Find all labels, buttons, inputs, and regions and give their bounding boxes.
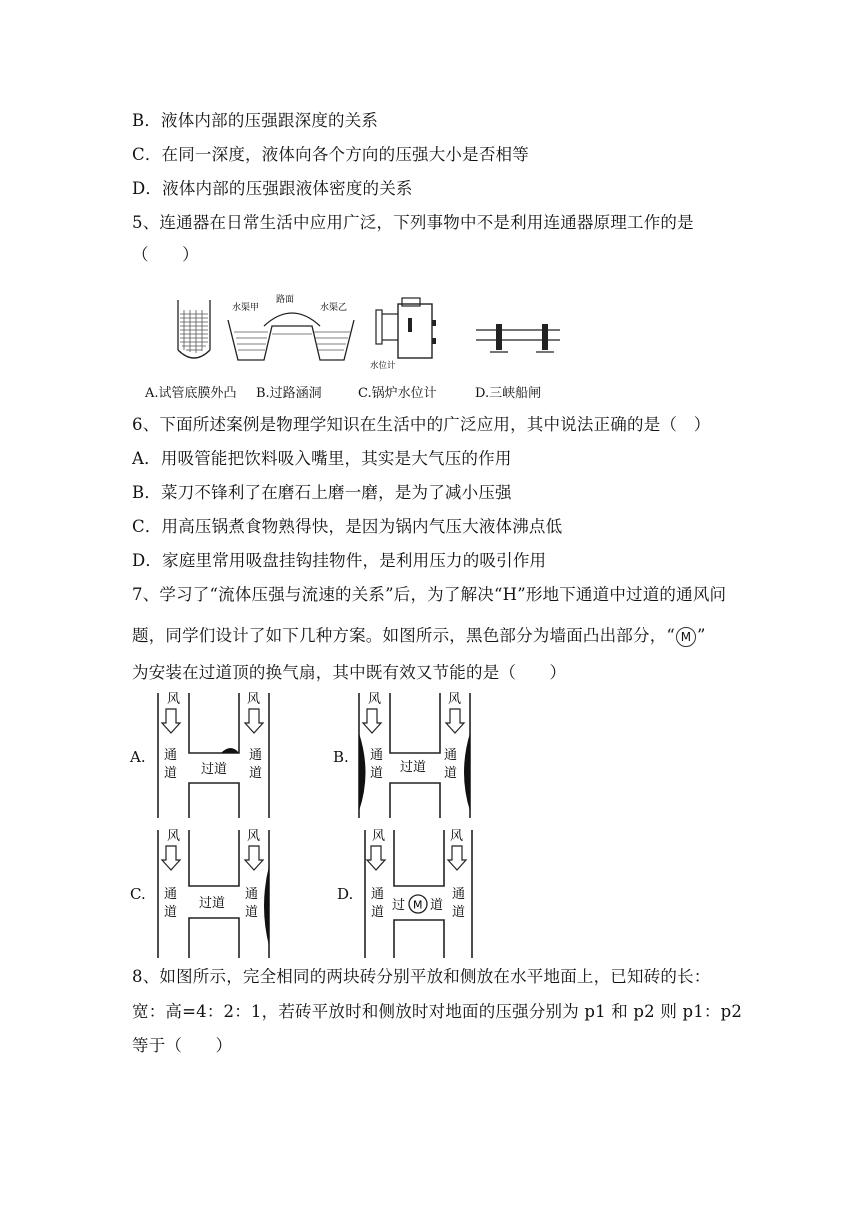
canal-b-label: 水渠乙 [320,303,348,313]
passage-label: 过道 [400,760,427,775]
q7-diagram-c [155,830,275,958]
wind-label-right: 风 [247,829,261,844]
q7-line1: 7、学习了“流体压强与流速的关系”后，为了解决“H”形地下通道中过道的通风问 [132,585,727,604]
q6-stem: 6、下面所述案例是物理学知识在生活中的广泛应用，其中说法正确的是（ ） [132,415,711,434]
wind-label-right: 风 [448,692,462,707]
channel-right-2: 道 [249,766,263,781]
road-label: 路面 [276,295,295,305]
q7-option-a-label: A. [130,748,146,766]
channel-right-2: 道 [444,766,458,781]
q4-option-d: D．液体内部的压强跟液体密度的关系 [132,179,413,198]
q7-line2-text: 题，同学们设计了如下几种方案。如图所示，黑色部分为墙面凸出部分，“ [132,626,676,645]
q4-option-c: C．在同一深度，液体向各个方向的压强大小是否相等 [132,145,529,164]
q6-option-c: C．用高压锅煮食物熟得快，是因为锅内气压大液体沸点低 [132,517,563,536]
channel-right-1: 通 [444,748,458,763]
wind-label-left: 风 [167,829,181,844]
q4-option-b: B．液体内部的压强跟深度的关系 [132,111,379,130]
passage-label: 过道 [201,762,228,777]
q7-option-b-label: B. [333,748,349,766]
channel-right-2: 道 [245,905,259,920]
q8-line1: 8、如图所示，完全相同的两块砖分别平放和侧放在水平地面上，已知砖的长： [132,967,711,986]
q7-line3: 为安装在过道顶的换气扇，其中既有效又节能的是（ ） [132,663,567,682]
channel-left-2: 道 [164,766,178,781]
q5-stem: 5、连通器在日常生活中应用广泛，下列事物中不是利用连通器原理工作的是 [132,213,694,232]
q5-caption-c: C.锅炉水位计 [358,386,437,401]
q5-paren: （ ） [132,245,199,264]
q7-diagram-a [155,693,275,818]
channel-left-1: 通 [370,748,384,763]
q6-option-d: D．家庭里常用吸盘挂钩挂物件，是利用压力的吸引作用 [132,551,547,570]
culvert-illustration [228,293,354,360]
wind-label-right: 风 [247,692,261,707]
fan-label: M [413,898,423,912]
channel-left-1: 通 [164,748,178,763]
q8-line2: 宽：高=4：2：1，若砖平放时和侧放时对地面的压强分别为 p1 和 p2 则 p1：p2 [132,1002,743,1021]
canal-a-label: 水渠甲 [232,303,260,313]
q5-figure [140,290,560,370]
wind-label-left: 风 [368,692,382,707]
channel-left-1: 通 [164,887,178,902]
channel-left-2: 道 [371,905,385,920]
q5-caption-a: A.试管底膜外凸 [145,386,237,401]
ship-lock-illustration [476,324,560,352]
wind-label-left: 风 [167,692,181,707]
wind-label-left: 风 [372,829,386,844]
channel-left-2: 道 [370,766,384,781]
channel-left-2: 道 [164,905,178,920]
passage-label: 过道 [199,896,226,911]
q6-option-a: A．用吸管能把饮料吸入嘴里，其实是大气压的作用 [132,449,512,468]
channel-left-1: 通 [371,887,385,902]
gauge-label: 水位计 [370,361,396,371]
passage-label-1: 过 [392,898,406,913]
test-tube-illustration [178,300,210,358]
channel-right-2: 道 [452,905,466,920]
q7-line2 [132,625,706,647]
q7-line2-quote: ” [697,626,706,645]
q7-option-c-label: C. [130,885,146,903]
q6-option-b: B．菜刀不锋利了在磨石上磨一磨，是为了减小压强 [132,483,512,502]
q5-caption-b: B.过路涵洞 [256,386,322,401]
fan-symbol: M [676,627,696,647]
q8-line3: 等于（ ） [132,1036,233,1055]
channel-right-1: 通 [249,748,263,763]
boiler-illustration [370,298,436,371]
q5-caption-d: D.三峡船闸 [475,386,542,401]
q7-diagram-d [362,830,478,958]
channel-right-1: 通 [245,887,259,902]
channel-right-1: 通 [452,887,466,902]
passage-label-2: 道 [430,898,444,913]
q7-option-d-label: D. [337,885,354,903]
wind-label-right: 风 [450,829,464,844]
q7-diagram-b [356,693,476,818]
